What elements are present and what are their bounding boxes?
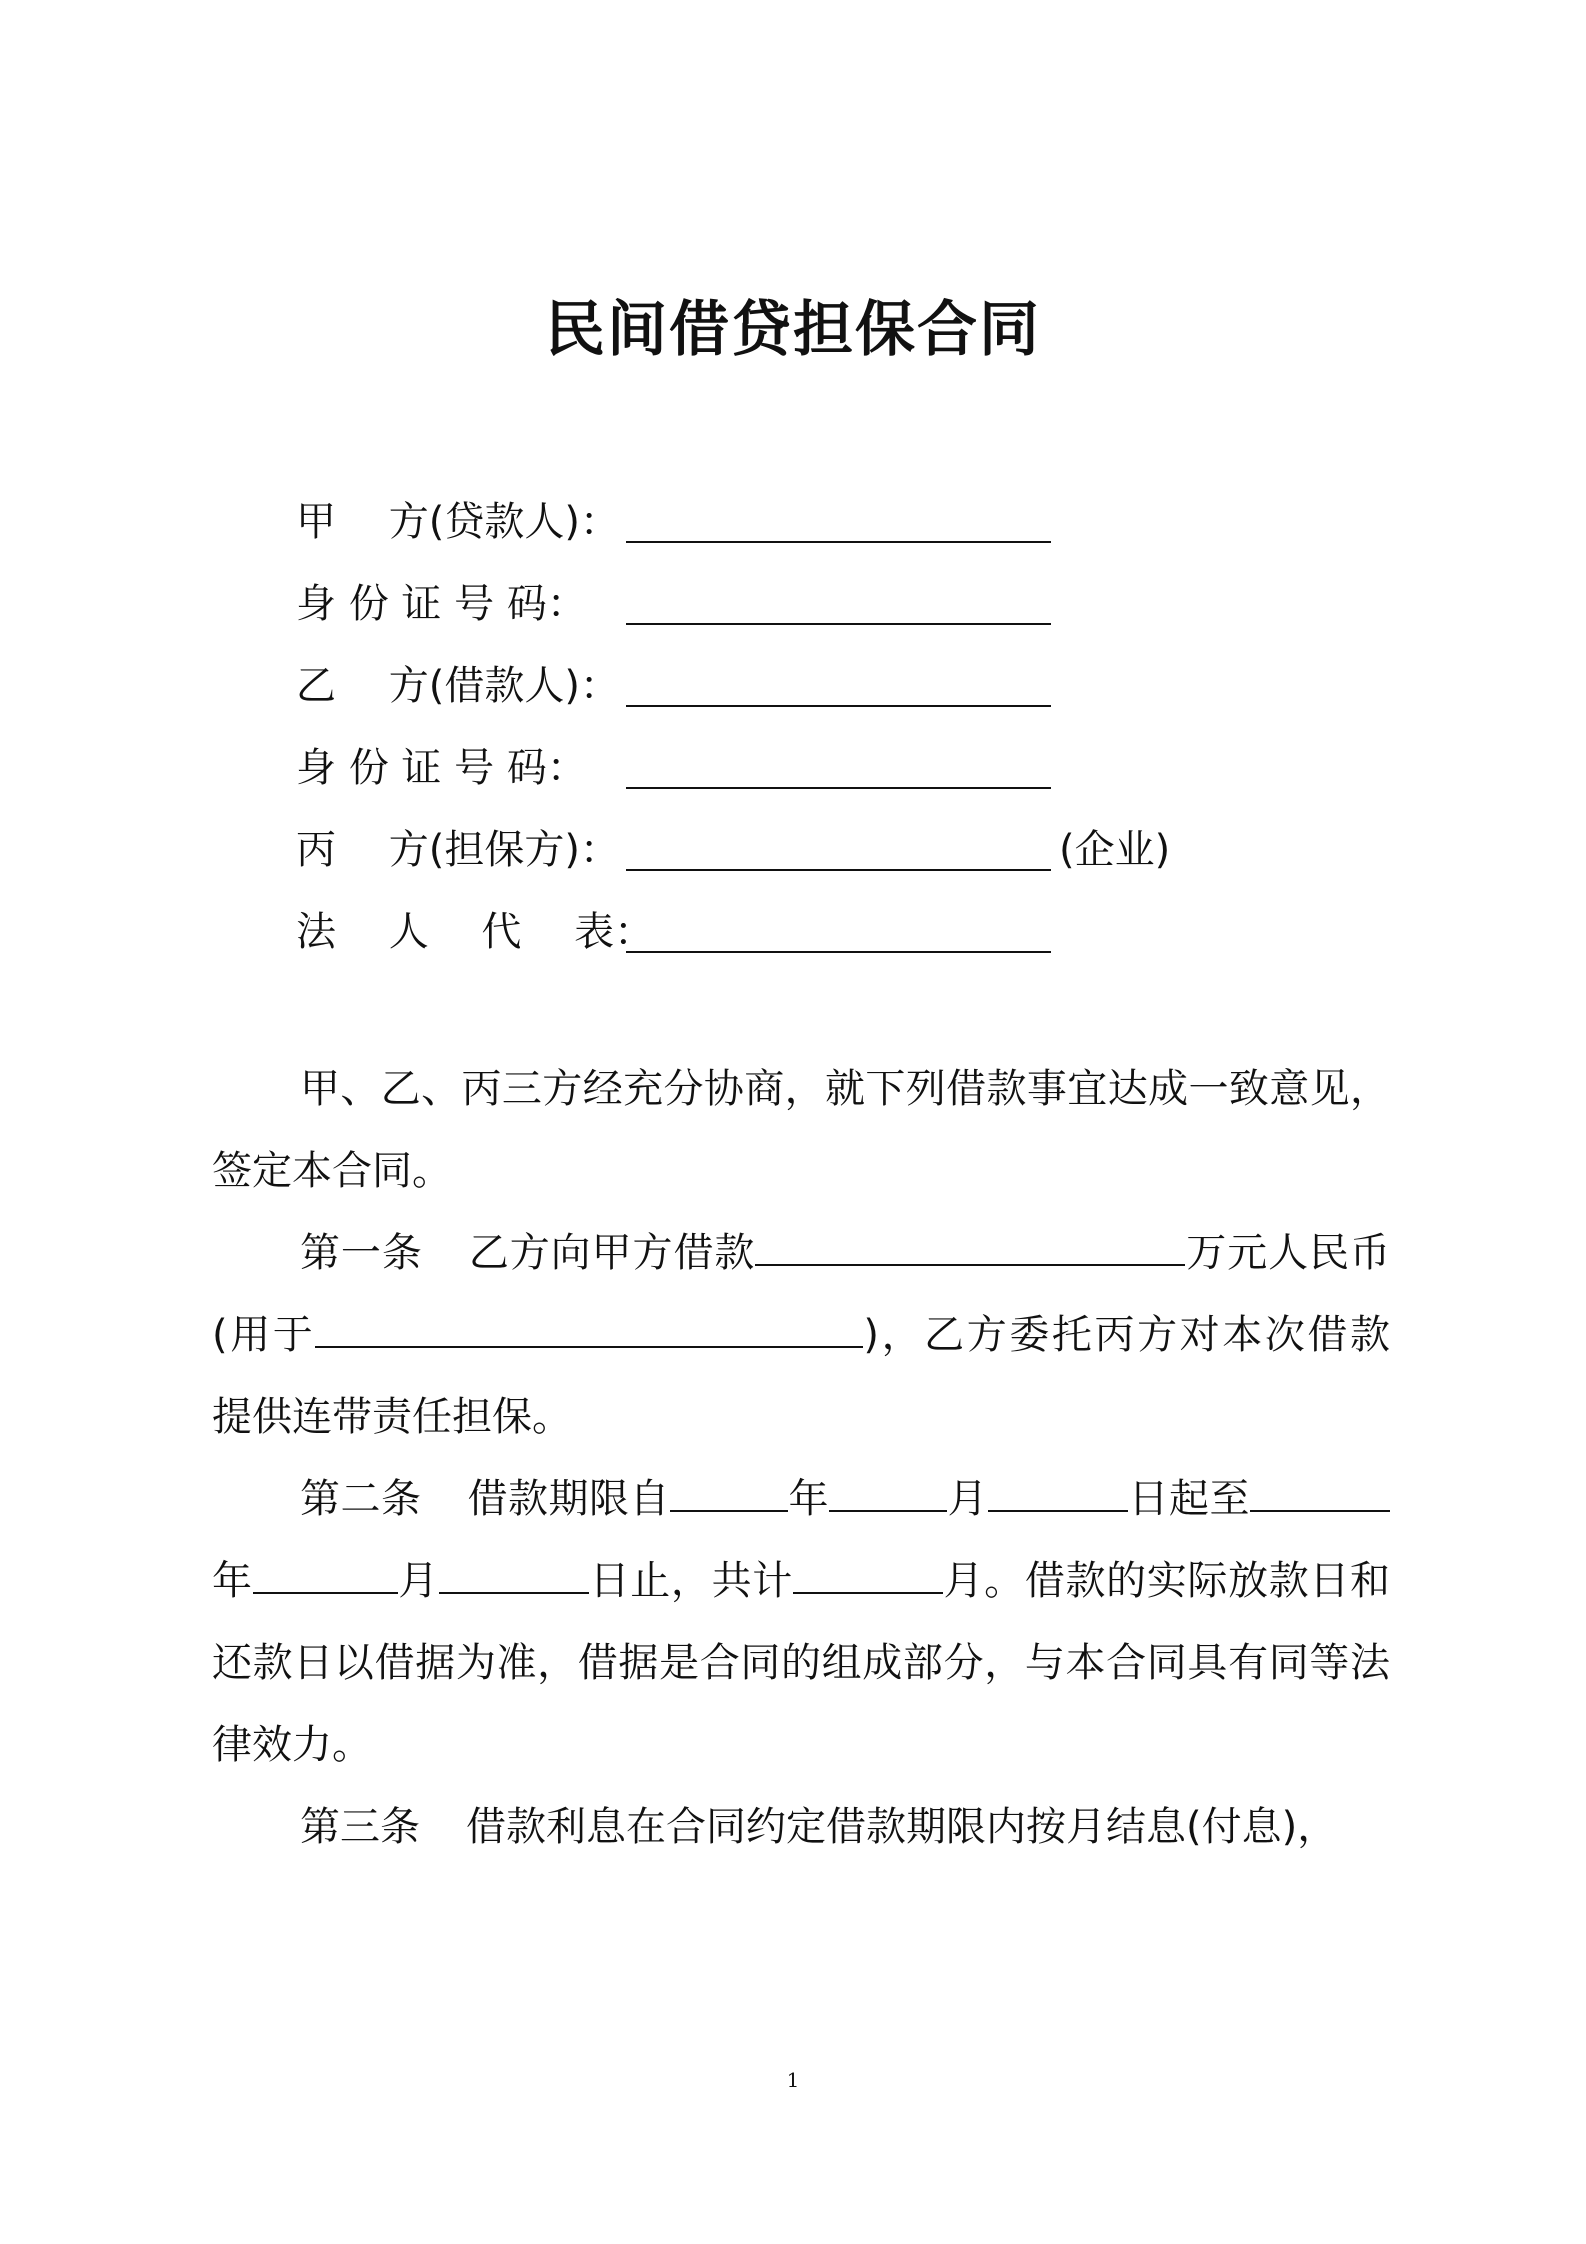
party-a-row (296, 492, 1051, 552)
party-b-label: 乙 方(借款人)： (296, 663, 620, 709)
end-month-blank[interactable] (253, 1556, 398, 1594)
clause-2-number: 第二条 (300, 1476, 422, 1522)
clause-1-text-a: 乙方向甲方借款 (468, 1230, 756, 1276)
clause-1-paragraph (212, 1212, 1390, 1458)
party-c-suffix: (企业) (1059, 827, 1171, 873)
clause-2-month-1: 月 (947, 1476, 988, 1522)
legal-rep-label: 法 人 代 表： (296, 909, 655, 955)
clause-2-day-to: 日止，共计 (588, 1558, 793, 1604)
party-a-id-label: 身 份 证 号 码： (296, 581, 587, 627)
party-b-blank[interactable] (626, 665, 1051, 707)
clause-1-text-c: )，乙方委托丙方对本次借款提供连带责任担保。 (212, 1312, 1391, 1440)
document-title: 民间借贷担保合同 (545, 295, 1041, 365)
total-months-blank[interactable] (793, 1556, 943, 1594)
clause-3-number: 第三条 (300, 1804, 420, 1850)
clause-2-month-2: 月 (397, 1558, 439, 1604)
party-a-blank[interactable] (626, 501, 1051, 543)
party-a-id-blank[interactable] (626, 583, 1051, 625)
clause-2-text-a: 借款期限自 (467, 1476, 670, 1522)
loan-amount-blank[interactable] (755, 1228, 1185, 1266)
start-day-blank[interactable] (988, 1474, 1128, 1512)
legal-rep-blank[interactable] (626, 911, 1051, 953)
clause-1-number: 第一条 (300, 1230, 423, 1276)
legal-rep-row (296, 902, 1051, 962)
clause-3-paragraph (212, 1786, 1390, 1868)
end-year-blank[interactable] (1250, 1474, 1390, 1512)
party-c-blank[interactable] (626, 829, 1051, 871)
clause-2-day-from: 日起至 (1128, 1476, 1250, 1522)
party-c-row (296, 820, 1170, 880)
end-day-blank[interactable] (439, 1556, 589, 1594)
party-b-id-row (296, 738, 1051, 798)
clause-2-paragraph (212, 1458, 1390, 1786)
clause-3-text: 借款利息在合同约定借款期限内按月结息(付息)， (466, 1804, 1338, 1850)
clause-1-text-b: 万元人民币(用于 (212, 1230, 1391, 1358)
party-c-label: 丙 方(担保方)： (296, 827, 620, 873)
party-b-row (296, 656, 1051, 716)
start-month-blank[interactable] (829, 1474, 947, 1512)
start-year-blank[interactable] (670, 1474, 788, 1512)
page-number: 1 (786, 2068, 800, 2092)
intro-paragraph: 甲、乙、丙三方经充分协商，就下列借款事宜达成一致意见，签定本合同。 (212, 1066, 1390, 1194)
party-b-id-blank[interactable] (626, 747, 1051, 789)
party-a-id-row (296, 574, 1051, 634)
clause-2-year-1: 年 (788, 1476, 829, 1522)
loan-usage-blank[interactable] (315, 1310, 863, 1348)
clause-2-year-2: 年 (212, 1558, 253, 1604)
party-a-label: 甲 方(贷款人)： (296, 499, 620, 545)
clause-2-text-b: 月。借款的实际放款日和还款日以借据为准，借据是合同的组成部分，与本合同具有同等法律效力。 (212, 1558, 1391, 1768)
party-b-id-label: 身 份 证 号 码： (296, 745, 587, 791)
